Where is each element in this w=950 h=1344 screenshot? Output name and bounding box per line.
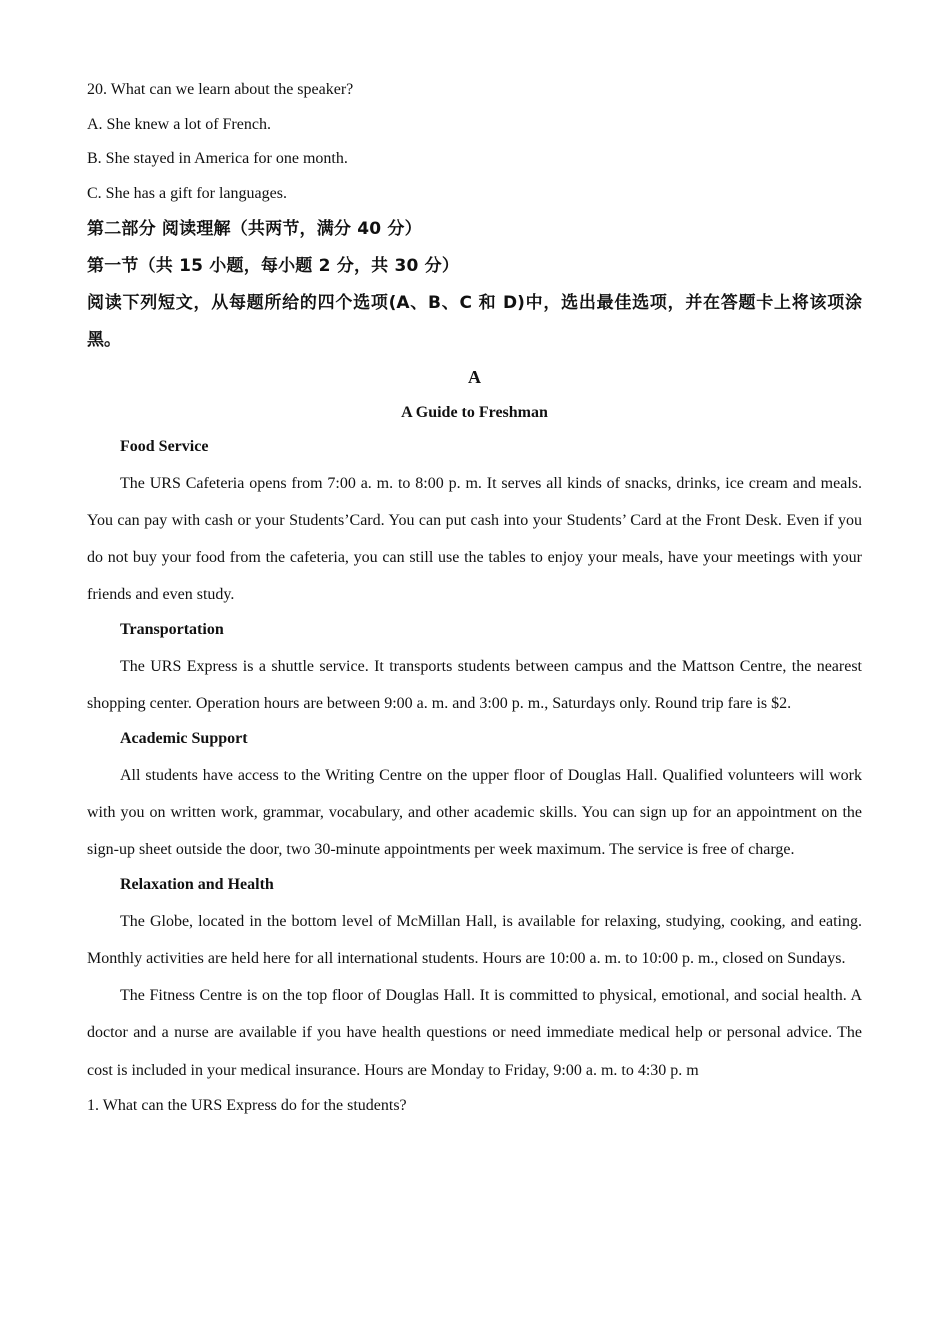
paragraph-transportation: The URS Express is a shuttle service. It transports students between campus and the Mattson Centre, the nearest shopping center. Operation hours are between 9:00 a. m. and 3:00 p. m., Saturdays only. Round trip fare is $2. bbox=[87, 657, 862, 713]
paragraph-food-service: The URS Cafeteria opens from 7:00 a. m. to 8:00 p. m. It serves all kinds of snacks, drinks, ice cream and meals. You can pay with cash or your Students’Card. You can put cash into your Students’ Card at the Front Desk. Even if you do not buy your food from the cafeteria, you can still use the tables to enjoy your meals, have your meetings with your friends and even study. bbox=[87, 474, 862, 604]
paragraph-fitness-centre: The Fitness Centre is on the top floor of Douglas Hall. It is committed to physical, emotional, and social health. A doctor and a nurse are available if you have health questions or need immediate medical help or personal advice. The cost is included in your medical insurance. Hours are Monday to Friday, 9:00 a. m. to 4:30 p. m bbox=[87, 987, 862, 1079]
section-heading-academic-support: Academic Support bbox=[120, 730, 248, 748]
paragraph-the-globe: The Globe, located in the bottom level of McMillan Hall, is available for relaxing, studying, cooking, and eating. Monthly activities are held here for all international students. Hours are 10:00 a. m. to 10:00 p. m., closed on Sundays. bbox=[87, 912, 862, 968]
paragraph-academic-support: All students have access to the Writing Centre on the upper floor of Douglas Hall. Qualified volunteers will work with you on written work, grammar, vocabulary, and other academic skills. You can sign up for an appointment on the sign-up sheet outside the door, two 30-minute appointments per week maximum. The service is free of charge. bbox=[87, 766, 862, 859]
question-1-stem: 1. What can the URS Express do for the students? bbox=[87, 1096, 407, 1114]
question-20-option-c: C. She has a gift for languages. bbox=[87, 184, 287, 202]
question-20-option-a: A. She knew a lot of French. bbox=[87, 115, 271, 133]
section-heading: 第一节（共 15 小题，每小题 2 分，共 30 分） bbox=[87, 256, 460, 276]
passage-title: A Guide to Freshman bbox=[401, 404, 548, 421]
passage-letter: A bbox=[468, 367, 481, 387]
instructions: 阅读下列短文，从每题所给的四个选项(A、B、C 和 D)中，选出最佳选项，并在答题卡上将该项涂黑。 bbox=[87, 293, 862, 350]
question-20-option-b: B. She stayed in America for one month. bbox=[87, 150, 348, 167]
section-heading-relaxation-health: Relaxation and Health bbox=[120, 876, 274, 894]
question-20-stem: 20. What can we learn about the speaker? bbox=[87, 81, 354, 98]
page-content bbox=[87, 73, 862, 1123]
section-heading-transportation: Transportation bbox=[120, 621, 224, 639]
part-heading: 第二部分 阅读理解（共两节，满分 40 分） bbox=[87, 219, 422, 239]
section-heading-food-service: Food Service bbox=[120, 438, 209, 455]
